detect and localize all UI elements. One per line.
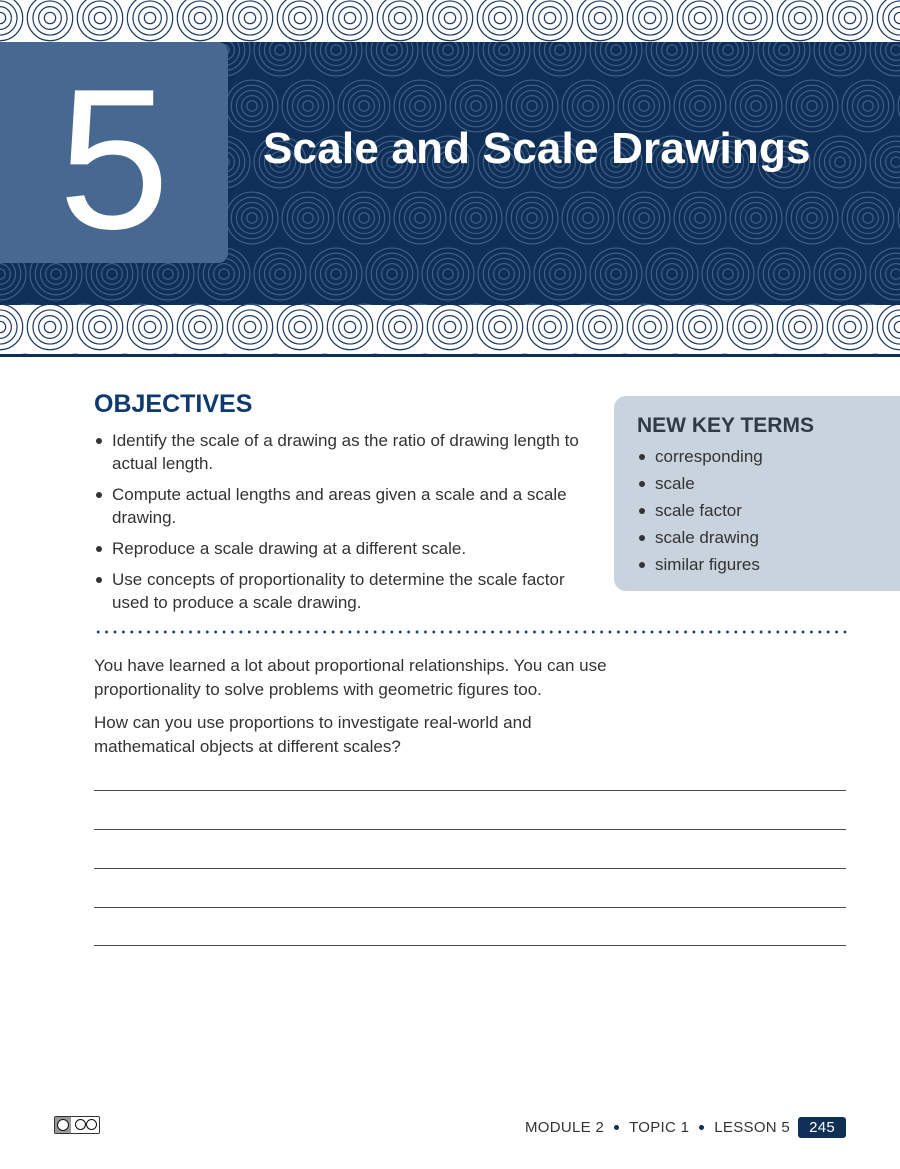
lesson-number: 5 (58, 48, 170, 271)
objectives-heading: OBJECTIVES (94, 390, 253, 418)
objectives-list (94, 429, 604, 614)
key-term-item: scale drawing (637, 524, 763, 551)
key-term-item: scale (637, 470, 763, 497)
lesson-title: Scale and Scale Drawings (263, 124, 811, 173)
circle-pattern-icon (0, 305, 900, 355)
bullet-icon (699, 1125, 704, 1130)
header-rule (0, 354, 900, 357)
footer-lesson: LESSON 5 (714, 1118, 791, 1136)
objective-item: Reproduce a scale drawing at a different scale. (94, 537, 604, 560)
page-number: 245 (798, 1117, 846, 1138)
key-terms-panel (614, 396, 900, 591)
objective-item: Use concepts of proportionality to determine the scale factor used to produce a scale drawing. (94, 568, 604, 614)
intro-question: How can you use proportions to investigate real-world and mathematical objects at different scales? (94, 713, 532, 756)
intro-paragraph: You have learned a lot about proportional relationships. You can use proportionality to solve problems with geometric figures too. (94, 656, 607, 699)
circle-pattern-icon (0, 0, 900, 42)
answer-line[interactable] (94, 907, 846, 908)
answer-line[interactable] (94, 829, 846, 830)
footer-module: MODULE 2 (525, 1118, 605, 1136)
cc-license-icon (54, 1116, 100, 1134)
key-terms-list (637, 443, 763, 578)
decorative-pattern-top (0, 0, 900, 42)
answer-line[interactable] (94, 868, 846, 869)
objective-item: Identify the scale of a drawing as the ratio of drawing length to actual length. (94, 429, 604, 475)
bullet-icon (614, 1125, 619, 1130)
objective-item: Compute actual lengths and areas given a scale and a scale drawing. (94, 483, 604, 529)
footer-topic: TOPIC 1 (629, 1118, 690, 1136)
key-term-item: similar figures (637, 551, 763, 578)
dotted-separator (94, 630, 850, 634)
key-terms-heading: NEW KEY TERMS (637, 414, 814, 437)
lesson-number-box (0, 42, 228, 271)
answer-line[interactable] (94, 945, 846, 946)
intro-section (94, 654, 634, 768)
answer-line[interactable] (94, 790, 846, 791)
page-footer (525, 1117, 846, 1137)
key-term-item: corresponding (637, 443, 763, 470)
objectives-section (94, 390, 604, 622)
key-term-item: scale factor (637, 497, 763, 524)
decorative-pattern-bottom (0, 305, 900, 355)
